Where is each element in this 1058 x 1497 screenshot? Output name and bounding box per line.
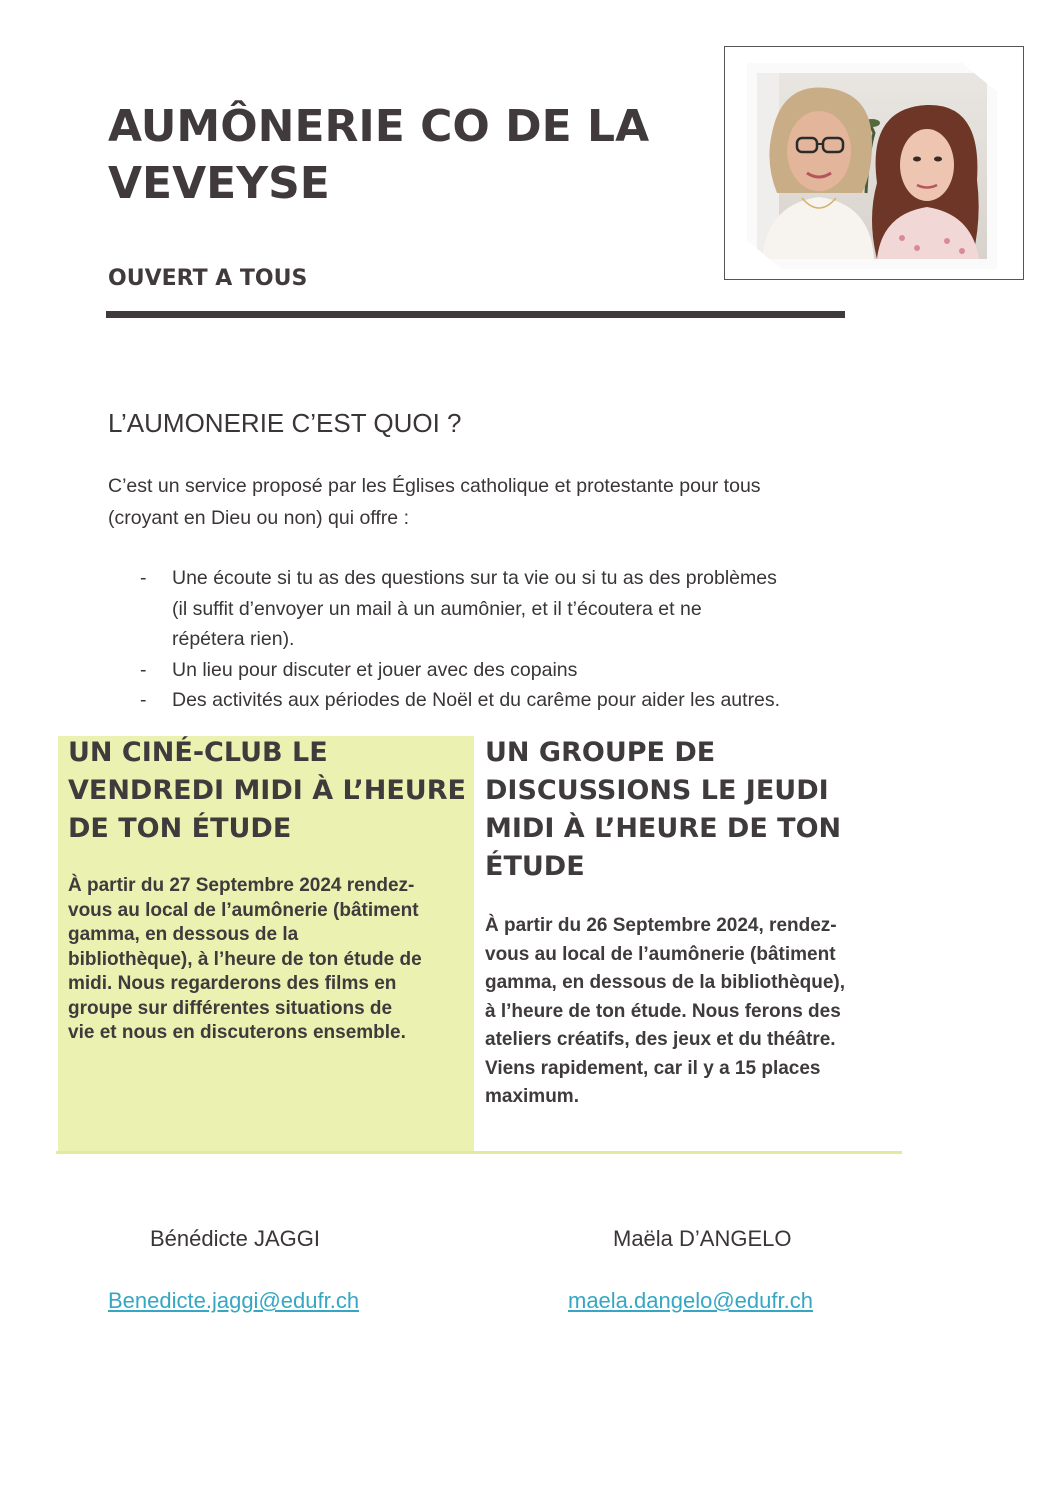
heading-line: ÉTUDE	[485, 851, 585, 882]
body-line: vous au local de l’aumônerie (bâtiment	[485, 943, 836, 965]
bullet-dash: -	[140, 658, 147, 681]
list-item-text: Un lieu pour discuter et jouer avec des copains	[172, 658, 578, 681]
header-divider	[106, 311, 845, 318]
heading-line: MIDI À L’HEURE DE TON	[485, 813, 842, 844]
body-line: midi. Nous regarderons des films en	[68, 973, 397, 994]
page-title	[108, 98, 708, 212]
list-item	[140, 685, 850, 716]
heading-line: DISCUSSIONS LE JEUDI	[485, 775, 829, 806]
body-line: Viens rapidement, car il y a 15 places	[485, 1057, 821, 1079]
body-line: vie et nous en discuterons ensemble.	[68, 1022, 406, 1043]
heading-line: UN CINÉ-CLUB LE	[68, 737, 328, 768]
section-heading: L’AUMONERIE C’EST QUOI ?	[108, 408, 462, 438]
body-line: gamma, en dessous de la	[68, 924, 299, 945]
list-item-text-2: (il suffit d’envoyer un mail à un aumônier, et il t’écoutera et ne	[172, 597, 702, 620]
intro-line-1: C’est un service proposé par les Églises catholique et protestante pour tous	[108, 475, 761, 497]
body-line: bibliothèque), à l’heure de ton étude de	[68, 948, 422, 970]
cine-club-text	[68, 874, 468, 1046]
title-line-1: AUMÔNERIE CO DE LA	[108, 101, 650, 152]
list-item-text: Des activités aux périodes de Noël et du carême pour aider les autres.	[172, 689, 781, 711]
list-item	[140, 563, 850, 655]
heading-line: UN GROUPE DE	[485, 737, 716, 768]
contact-name-1: Bénédicte JAGGI	[150, 1226, 320, 1251]
body-line: vous au local de l’aumônerie (bâtiment	[68, 899, 419, 921]
intro-line-2: (croyant en Dieu ou non) qui offre :	[108, 507, 409, 529]
intro-paragraph	[108, 470, 838, 534]
body-line: À partir du 27 Septembre 2024 rendez-	[68, 875, 415, 896]
offer-list	[140, 563, 850, 716]
body-line: ateliers créatifs, des jeux et du théâtre.	[485, 1029, 836, 1050]
contact-name-2: Maëla D’ANGELO	[613, 1226, 792, 1251]
body-line: maximum.	[485, 1086, 579, 1107]
discussion-group-heading	[485, 734, 895, 886]
contact-email-link-1[interactable]: Benedicte.jaggi@edufr.ch	[108, 1288, 360, 1313]
list-item-text-3: répétera rien).	[172, 628, 295, 650]
list-item	[140, 655, 850, 686]
team-photo	[747, 63, 997, 269]
heading-line: DE TON ÉTUDE	[68, 813, 292, 844]
title-line-2: VEVEYSE	[108, 158, 330, 209]
discussion-group-text	[485, 912, 895, 1112]
team-photo-image	[757, 73, 987, 259]
body-line: gamma, en dessous de la bibliothèque),	[485, 972, 846, 993]
page-subtitle: OUVERT A TOUS	[108, 266, 308, 291]
photo-frame	[724, 46, 1024, 280]
body-line: groupe sur différentes situations de	[68, 997, 393, 1019]
list-item-text-1: Une écoute si tu as des questions sur ta vie ou si tu as des problèmes	[172, 567, 777, 589]
table-bottom-border	[56, 1151, 902, 1154]
bullet-dash: -	[140, 567, 147, 589]
body-line: à l’heure de ton étude. Nous ferons des	[485, 1000, 841, 1022]
body-line: À partir du 26 Septembre 2024, rendez-	[485, 915, 837, 936]
heading-line: VENDREDI MIDI À L’HEURE	[68, 775, 466, 806]
bullet-dash: -	[140, 689, 147, 711]
contact-email-link-2[interactable]: maela.dangelo@edufr.ch	[568, 1288, 813, 1313]
cine-club-heading	[68, 734, 473, 848]
